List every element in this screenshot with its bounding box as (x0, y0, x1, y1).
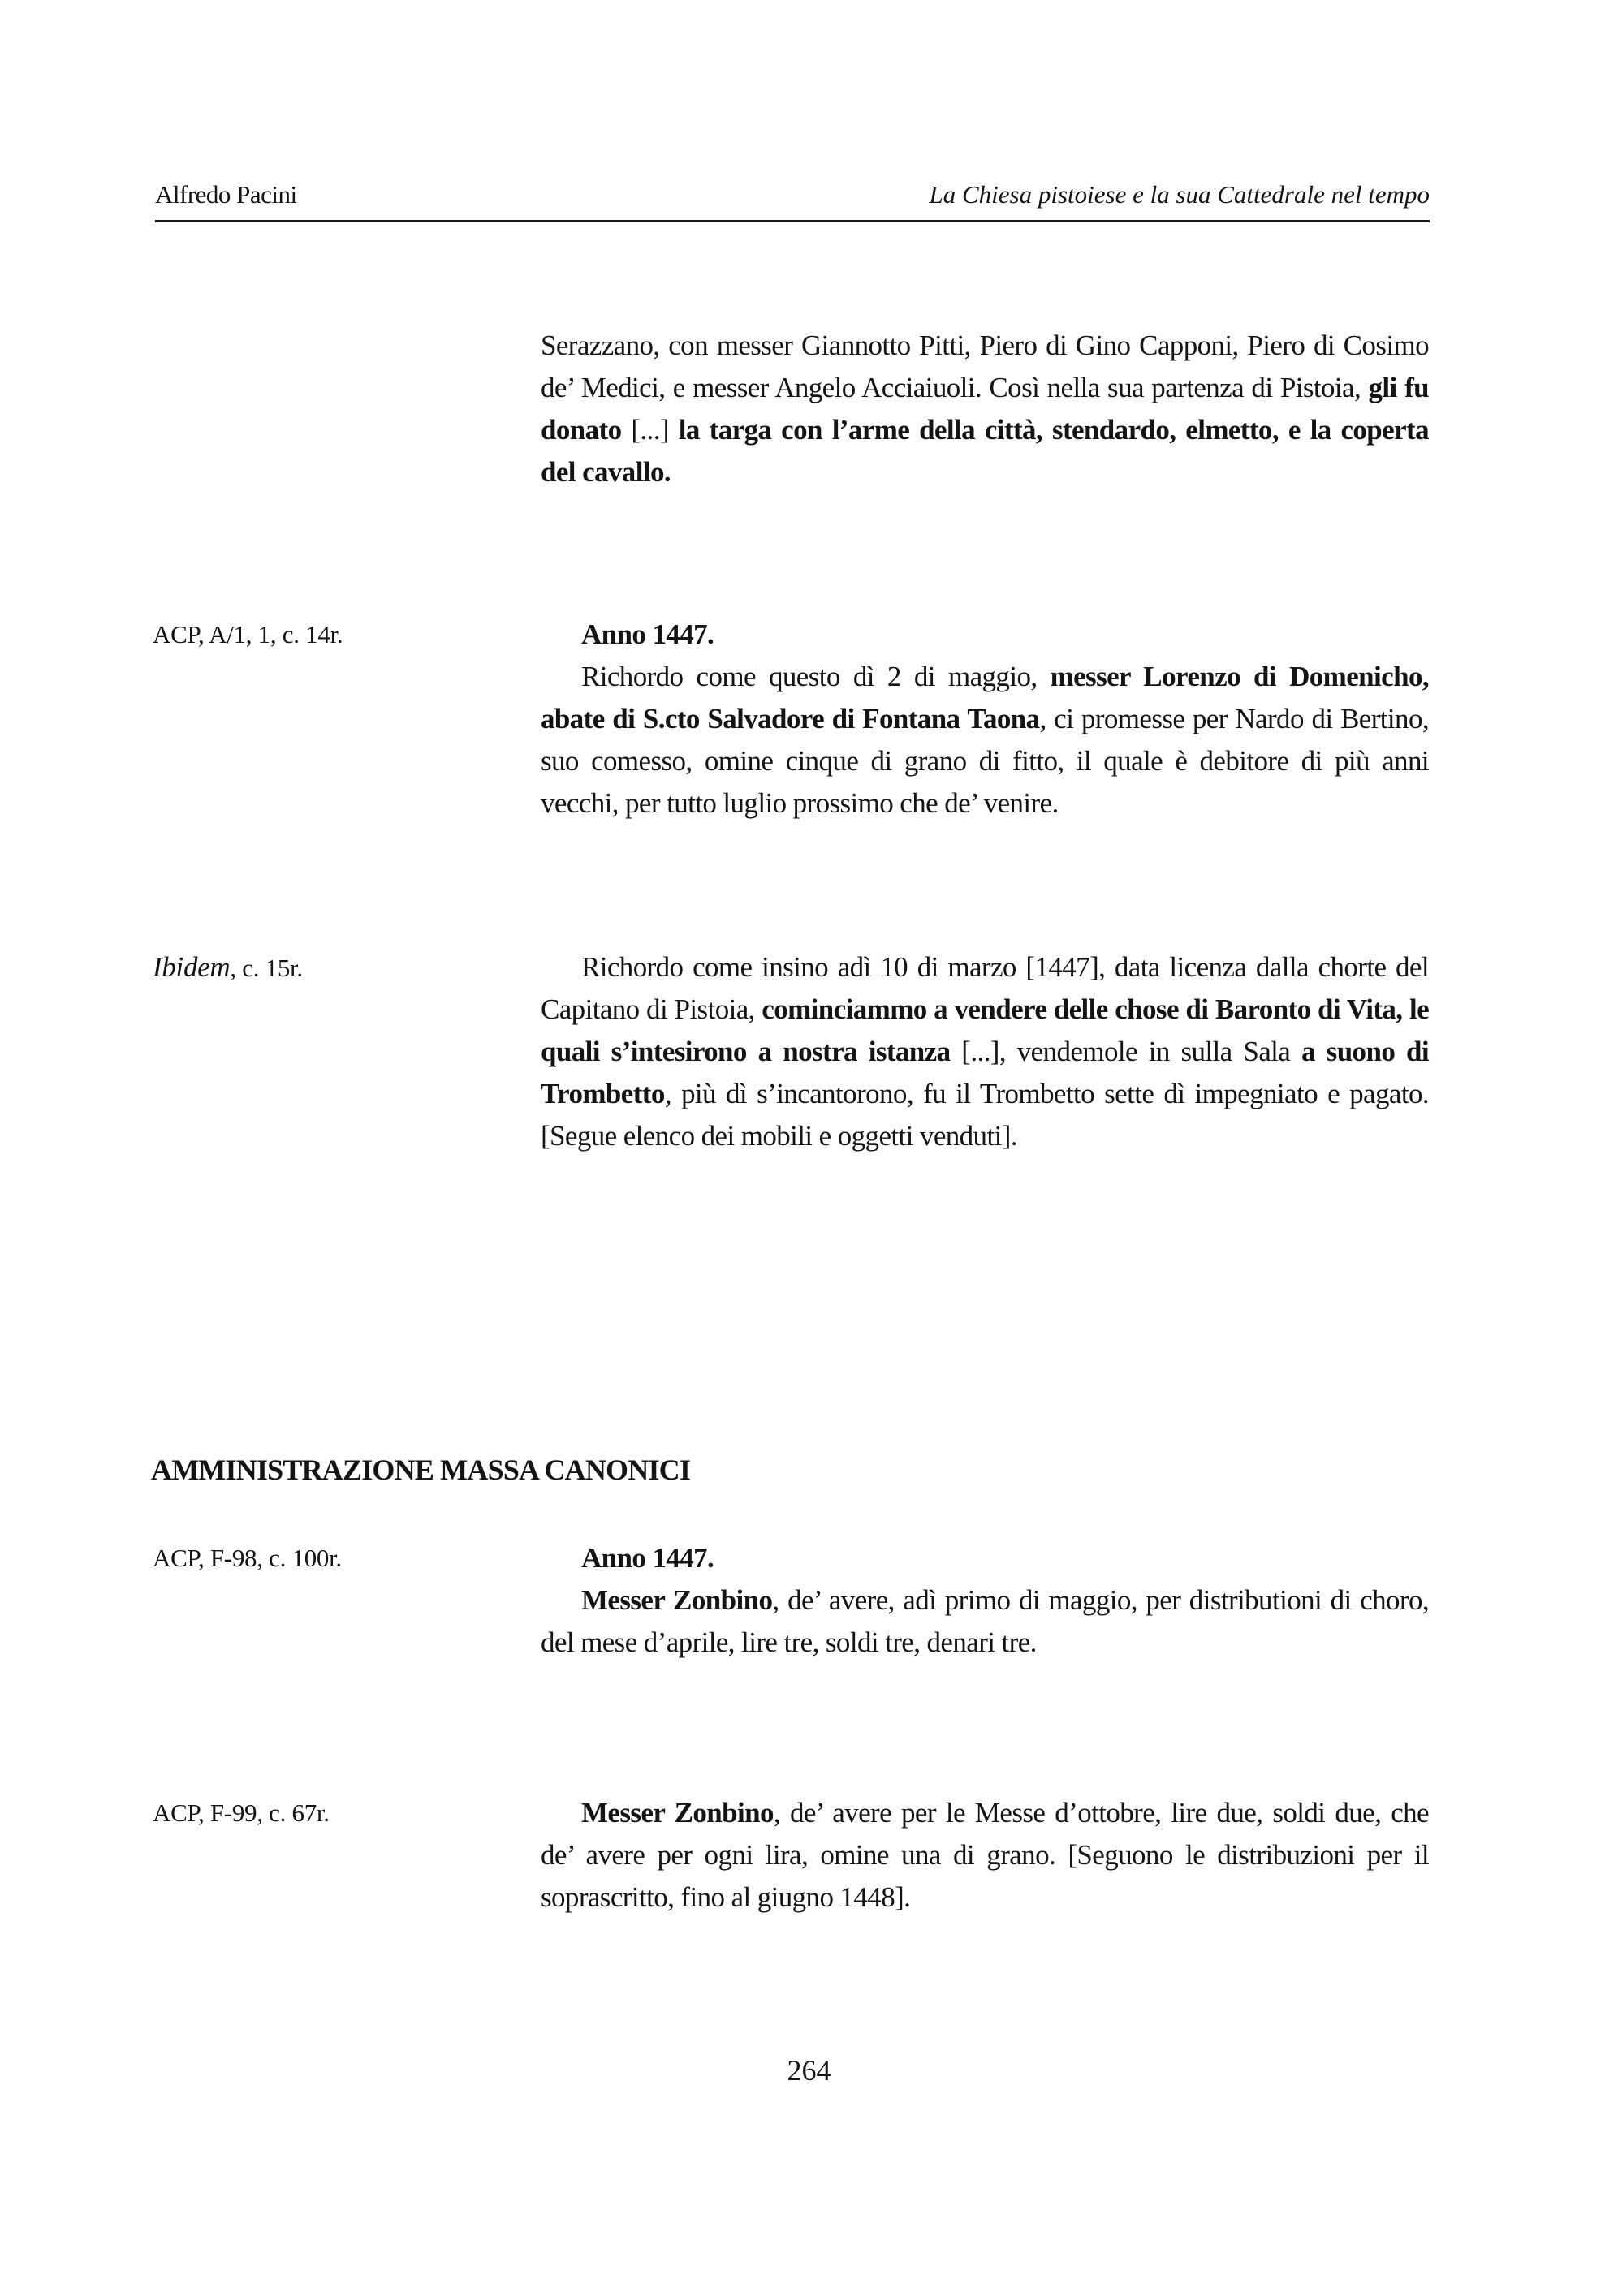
source-reference (153, 946, 303, 989)
running-head-author: Alfredo Pacini (155, 180, 297, 209)
text-segment: , de’ avere, adì primo di maggio, per distributioni di choro, del mese d’aprile, lire tre, soldi tre, denari tre. (541, 1584, 1429, 1658)
source-reference-italic: Ibidem (153, 951, 231, 983)
running-head (155, 180, 1430, 221)
text-segment: Serazzano, con messer Giannotto Pitti, Piero di Gino Capponi, Piero di Cosimo de’ Medici, e messer Angelo Acciaiuoli. Così nella sua partenza di Pistoia, (541, 330, 1429, 403)
text-segment: , più dì s’incantorono, fu il Trombetto sette dì impegniato e pagato. [Segue elenco dei mobili e oggetti venduti]. (541, 1078, 1429, 1152)
source-reference: ACP, F-98, c. 100r. (153, 1544, 342, 1572)
entry-paragraph (541, 946, 1429, 1157)
source-reference-rest: , c. 15r. (230, 954, 303, 982)
entry-paragraph (541, 1537, 1429, 1664)
text-segment-bold: a suono di Trombetto (541, 1036, 1429, 1109)
page-number: 264 (787, 2054, 831, 2087)
continuation-paragraph (541, 325, 1429, 493)
text-segment-bold: gli fu donato (541, 372, 1429, 446)
text-segment-bold: Messer Zonbino (581, 1797, 774, 1829)
entry-paragraph (541, 614, 1429, 825)
entry-year-heading: Anno 1447. (581, 618, 714, 650)
text-segment: Richordo come insino adì 10 di marzo [1447], data licenza dalla chorte del Capitano di Pistoia, (541, 951, 1429, 1025)
text-segment-bold: messer Lorenzo di Domenicho, abate di S.cto Salvadore di Fontana Taona (541, 661, 1429, 734)
entry-year-heading: Anno 1447. (581, 1542, 714, 1574)
source-reference: ACP, F-99, c. 67r. (153, 1798, 330, 1827)
section-heading: AMMINISTRAZIONE MASSA CANONICI (151, 1454, 691, 1486)
source-reference: ACP, A/1, 1, c. 14r. (153, 620, 343, 648)
text-segment-bold: la targa con l’arme della città, stendardo, elmetto, e la coperta del cavallo. (541, 414, 1429, 488)
text-segment-bold: Messer Zonbino (581, 1584, 773, 1616)
text-segment: , de’ avere per le Messe d’ottobre, lire due, soldi due, che de’ avere per ogni lira, omine una di grano. [Seguono le distribuzioni per il soprascritto, fino al giugno 1448]. (541, 1797, 1429, 1913)
header-rule (155, 220, 1430, 222)
entry-paragraph (541, 1792, 1429, 1919)
text-segment: [...] (621, 414, 679, 446)
text-segment: [...], vendemole in sulla Sala (950, 1036, 1301, 1067)
text-segment: Richordo come questo dì 2 di maggio, (581, 661, 1051, 692)
text-segment: , ci promesse per Nardo di Bertino, suo comesso, omine cinque di grano di fitto, il quale è debitore di più anni vecchi, per tutto luglio prossimo che de’ venire. (541, 703, 1429, 819)
text-segment-bold: cominciammo a vendere delle chose di Baronto di Vita, le quali s’intesirono a nostra istanza (541, 993, 1429, 1067)
running-head-title: La Chiesa pistoiese e la sua Cattedrale nel tempo (929, 180, 1430, 209)
